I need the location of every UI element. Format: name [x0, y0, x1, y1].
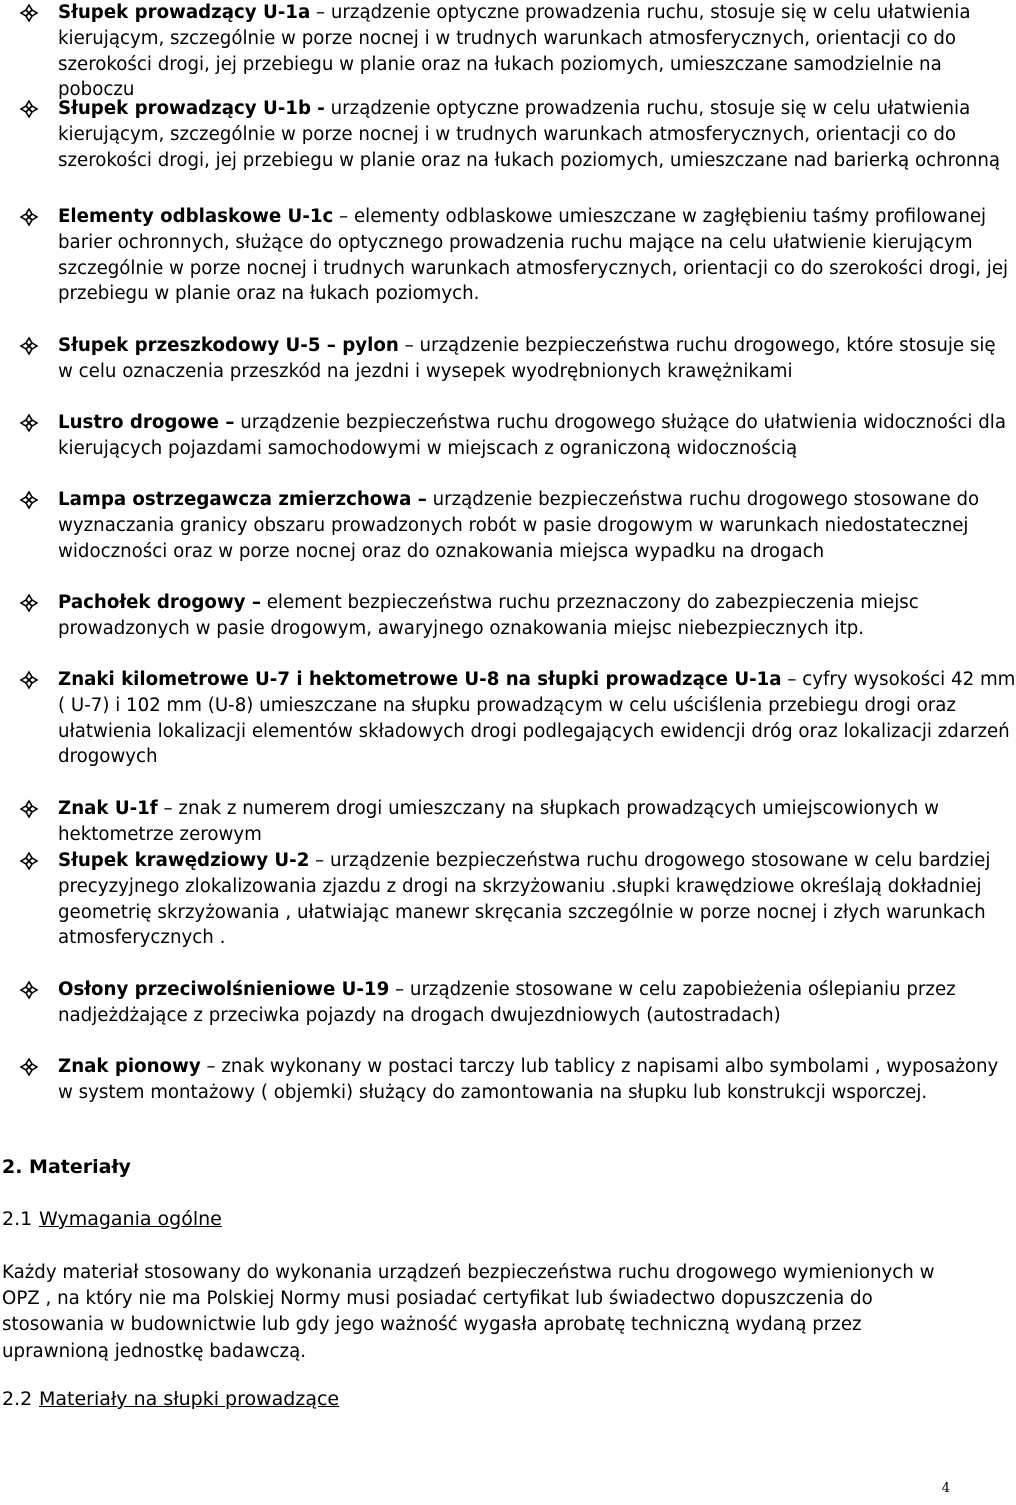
diamond-bullet-icon	[20, 100, 38, 118]
definition-term: Słupek przeszkodowy U-5 – pylon	[58, 335, 399, 356]
section-heading: 2. Materiały	[2, 1156, 131, 1178]
definition-term: Znak pionowy	[58, 1056, 201, 1077]
definition-item	[0, 590, 1016, 642]
page-number: 4	[941, 1481, 950, 1496]
diamond-bullet-icon	[20, 852, 38, 870]
definition-item	[0, 333, 1016, 385]
definition-item	[0, 410, 1016, 462]
subsection-general-requirements	[2, 1206, 222, 1232]
subsection-guide-post-materials	[2, 1386, 339, 1412]
diamond-bullet-icon	[20, 800, 38, 818]
definition-term: Lustro drogowe –	[58, 412, 235, 433]
definition-text: urządzenie stosowane w celu zapobieżenia oślepianiu przez nadjeżdżające z przeciwka pojazdy na drogach dwujezdniowych (autostradach)	[58, 979, 956, 1026]
diamond-bullet-icon	[20, 594, 38, 612]
diamond-bullet-icon	[20, 414, 38, 432]
definition-text: znak wykonany w postaci tarczy lub tablicy z napisami albo symbolami , wyposażony w system montażowy ( objemki) służący do zamontowania na słupku lub konstrukcji wsporczej.	[58, 1056, 999, 1103]
diamond-bullet-icon	[20, 4, 38, 22]
definition-separator: –	[310, 2, 331, 23]
definition-text: urządzenie optyczne prowadzenia ruchu, stosuje się w celu ułatwienia kierującym, szczególnie w porze nocnej i w trudnych warunkach atmosferycznych, orientacji co do szerokości drogi, jej przebiegu w planie oraz na łukach poziomych, umieszczane nad barierką ochronną	[58, 98, 1001, 171]
definition-term: Słupek krawędziowy U-2	[58, 850, 310, 871]
definition-text: urządzenie bezpieczeństwa ruchu drogowego służące do ułatwienia widoczności dla kierujących pojazdami samochodowymi w miejscach z ograniczoną widocznością	[58, 412, 1007, 459]
definition-item	[0, 977, 1016, 1029]
subsection-number: 2.1	[2, 1208, 33, 1230]
definition-text: urządzenie bezpieczeństwa ruchu drogowego stosowane do wyznaczania granicy obszaru prowadzonych robót w pasie drogowym w warunkach niedostatecznej widoczności oraz w porze nocnej oraz do oznakowania miejsca wypadku na drogach	[58, 489, 980, 562]
definition-item	[0, 487, 1016, 564]
definition-term: Znaki kilometrowe U-7 i hektometrowe U-8 na słupki prowadzące U-1a	[58, 669, 782, 690]
diamond-bullet-icon	[20, 1058, 38, 1076]
definition-term: Osłony przeciwolśnieniowe U-19	[58, 979, 390, 1000]
definition-term: Słupek prowadzący U-1a	[58, 2, 311, 23]
definition-separator: –	[781, 669, 803, 690]
definition-text: urządzenie optyczne prowadzenia ruchu, stosuje się w celu ułatwienia kierującym, szczególnie w porze nocnej i w trudnych warunkach atmosferycznych, orientacji co do szerokości drogi, jej przebiegu w planie oraz na łukach poziomych, umieszczane samodzielnie na poboczu	[58, 2, 971, 101]
definition-item	[0, 1054, 1016, 1106]
definition-separator: –	[200, 1056, 222, 1077]
definition-separator: –	[389, 979, 410, 1000]
definition-separator: –	[157, 798, 179, 819]
definition-text: znak z numerem drogi umieszczany na słupkach prowadzących umiejscowionych w hektometrze zerowym	[58, 798, 939, 845]
definition-term: Lampa ostrzegawcza zmierzchowa –	[58, 489, 427, 510]
definition-item	[0, 667, 1016, 770]
subsection-number: 2.2	[2, 1388, 33, 1410]
definition-term: Pachołek drogowy –	[58, 592, 261, 613]
definition-item	[0, 848, 1016, 951]
diamond-bullet-icon	[20, 981, 38, 999]
definition-separator: –	[333, 206, 354, 227]
diamond-bullet-icon	[20, 671, 38, 689]
diamond-bullet-icon	[20, 208, 38, 226]
definition-item	[0, 0, 1016, 103]
definition-text: urządzenie bezpieczeństwa ruchu drogowego stosowane w celu bardziej precyzyjnego zlokalizowania zjazdu z drogi na skrzyżowaniu .słupki krawędziowe określają dokładniej geometrię skrzyżowania , ułatwiając manewr skręcania szczególnie w porze nocnej i złych warunkach atmosferycznych .	[58, 850, 991, 949]
definition-term: Znak U-1f	[58, 798, 158, 819]
definition-text: urządzenie bezpieczeństwa ruchu drogowego, które stosuje się w celu oznaczenia przeszkód na jezdni i wysepek wyodrębnionych krawężnikami	[58, 335, 996, 382]
definition-term: Słupek prowadzący U-1b -	[58, 98, 325, 119]
definition-term: Elementy odblaskowe U-1c	[58, 206, 334, 227]
definition-text: elementy odblaskowe umieszczane w zagłębieniu taśmy profilowanej barier ochronnych, służące do optycznego prowadzenia ruchu mające na celu ułatwienie kierującym szczególnie w porze nocnej i trudnych warunkach atmosferycznych, orientacji co do szerokości drogi, jej przebiegu w planie oraz na łukach poziomych.	[58, 206, 1009, 305]
definition-item	[0, 796, 1016, 848]
subsection-title: Materiały na słupki prowadzące	[39, 1388, 340, 1410]
definition-text: element bezpieczeństwa ruchu przeznaczony do zabezpieczenia miejsc prowadzonych w pasie drogowym, awaryjnego oznakowania miejsc niebezpiecznych itp.	[58, 592, 919, 639]
diamond-bullet-icon	[20, 337, 38, 355]
definition-item	[0, 96, 1016, 173]
definition-item	[0, 204, 1016, 307]
definition-separator: –	[398, 335, 420, 356]
definition-separator: –	[309, 850, 331, 871]
body-paragraph: Każdy materiał stosowany do wykonania urządzeń bezpieczeństwa ruchu drogowego wymienionych w OPZ , na który nie ma Polskiej Normy musi posiadać certyfikat lub świadectwo dopuszczenia do stosowania w budownictwie lub gdy jego ważność wygasła aprobatę techniczną wydaną przez uprawnioną jednostkę badawczą.	[2, 1262, 935, 1362]
definition-text: cyfry wysokości 42 mm ( U-7) i 102 mm (U-8) umieszczane na słupku prowadzącym w celu uściślenia przebiegu drogi oraz ułatwienia lokalizacji elementów składowych drogi podlegających ewidencji dróg oraz lokalizacji zdarzeń drogowych	[58, 669, 1016, 768]
subsection-title: Wymagania ogólne	[39, 1208, 222, 1230]
diamond-bullet-icon	[20, 491, 38, 509]
